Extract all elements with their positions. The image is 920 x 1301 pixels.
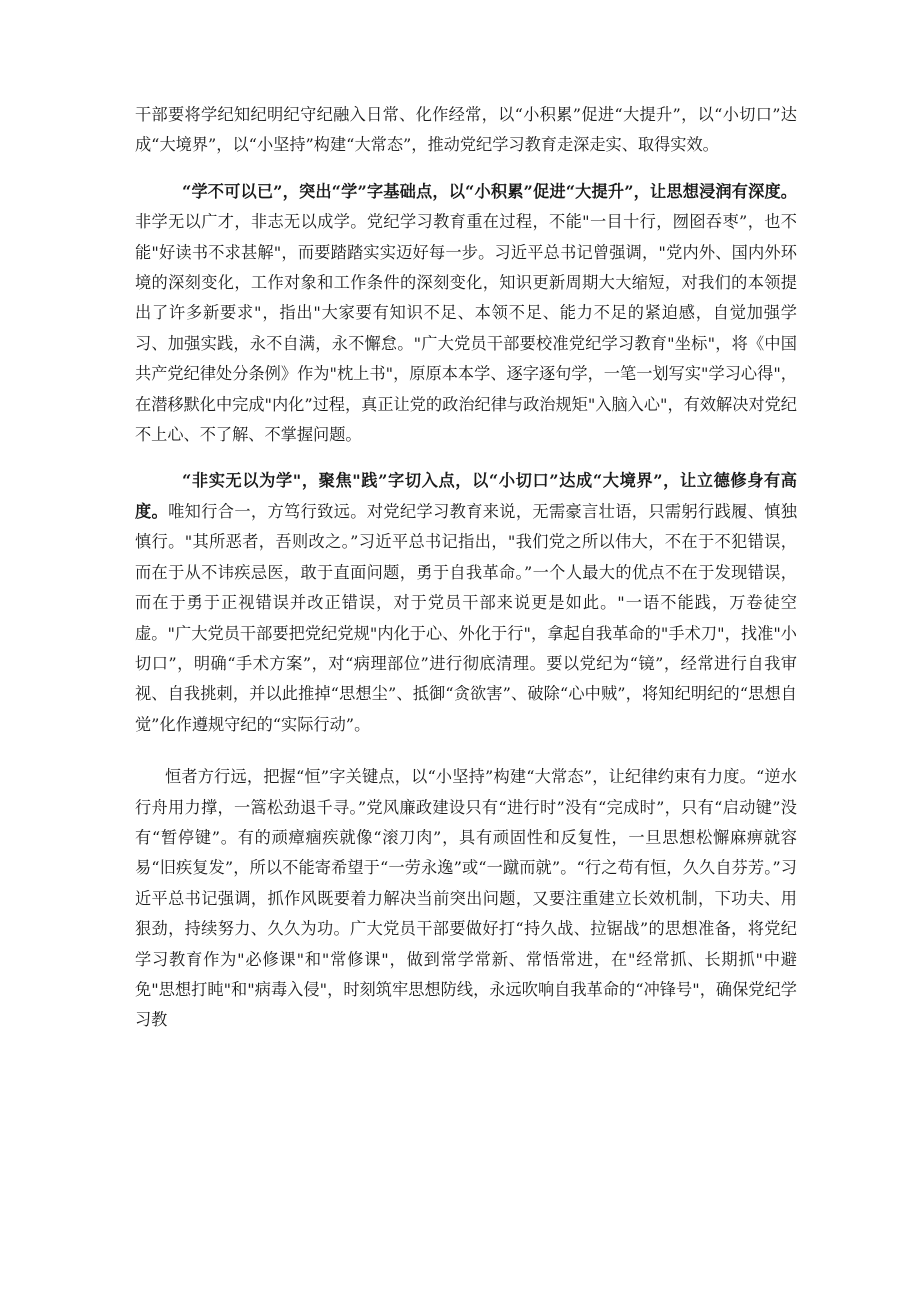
paragraph-intro — [135, 100, 797, 161]
paragraph-practice-body: 唯知行合一，方笃行致远。对党纪学习教育来说，无需豪言壮语，只需躬行践履、慎独慎行。"其所恶者，吾则改之。”习近平总书记指出，"我们党之所以伟大，不在于不犯错误，而在于从不讳疾忌医，敢于直面问题，勇于自我革命。”一个人最大的优点不在于发现错误，而在于勇于正视错误并改正错误，对于党员干部来说更是如此。"一语不能践，万卷徒空虚。"广大党员干部要把党纪党规"内化于心、外化于行"，拿起自我革命的"手术刀"，找准"小切口”，明确“手术方案”，对“病理部位”进行彻底清理。要以党纪为“镜”，经常进行自我审视、自我挑刺，并以此推掉“思想尘”、抵御“贪欲害”、破除“心中贼”，将知纪明纪的“思想自觉”化作遵规守纪的“实际行动”。 — [135, 501, 798, 734]
paragraph-practice — [135, 466, 797, 740]
paragraph-study-lead: “学不可以已”，突出“学”字基础点，以“小积累”促进“大提升”，让思想浸润有深度。 — [181, 181, 797, 201]
paragraph-intro-body: 干部要将学纪知纪明纪守纪融入日常、化作经常，以“小积累”促进“大提升”，以“小切口”达成“大境界”，以“小坚持”构建“大常态”，推动党纪学习教育走深走实、取得实效。 — [135, 105, 797, 155]
paragraph-study-body: 非学无以广才，非志无以成学。党纪学习教育重在过程，不能"一目十行，囫囵吞枣”，也不能"好读书不求甚解"，而要踏踏实实迈好每一步。习近平总书记曾强调，"党内外、国内外环境的深刻变化，工作对象和工作条件的深刻变化，知识更新周期大大缩短，对我们的本领提出了许多新要求"，指出"大家要有知识不足、本领不足、能力不足的紧迫感，自觉加强学习、加强实践，永不自满，永不懈怠。"广大党员干部要校准党纪学习教育"坐标"，将《中国共产党纪律处分条例》作为"枕上书"，原原本本学、逐字逐句学，一笔一划写实"学习心得"，在潜移默化中完成"内化”过程，真正让党的政治纪律与政治规矩"入脑入心"，有效解决对党纪不上心、不了解、不掌握问题。 — [135, 212, 797, 445]
document-page — [135, 100, 797, 1036]
paragraph-study — [135, 177, 797, 451]
paragraph-persist — [135, 762, 797, 1036]
paragraph-practice-lead: “非实无以为学"，聚焦"践”字切入点，以“小切口”达成“大境界”，让立德修身有高度。 — [135, 471, 797, 521]
paragraph-persist-body: 恒者方行远，把握“恒”字关键点，以“小坚持”构建“大常态”，让纪律约束有力度。“逆水行舟用力撑，一篙松劲退千寻。”党风廉政建设只有“进行时”没有“完成时”，只有“启动键”没有“暂停键”。有的顽瘴痼疾就像“滚刀肉”，具有顽固性和反复性，一旦思想松懈麻痹就容易“旧疾复发”，所以不能寄希望于“一劳永逸”或“一蹴而就”。“行之苟有恒，久久自芬芳。”习近平总书记强调，抓作风既要着力解决当前突出问题，又要注重建立长效机制，下功夫、用狠劲，持续努力、久久为功。广大党员干部要做好打“持久战、拉锯战”的思想准备，将党纪学习教育作为"必修课"和"常修课"，做到常学常新、常悟常进，在"经常抓、长期抓"中避免"思想打盹"和"病毒入侵"，时刻筑牢思想防线，永远吹响自我革命的“冲锋号"，确保党纪学习教 — [135, 767, 797, 1030]
